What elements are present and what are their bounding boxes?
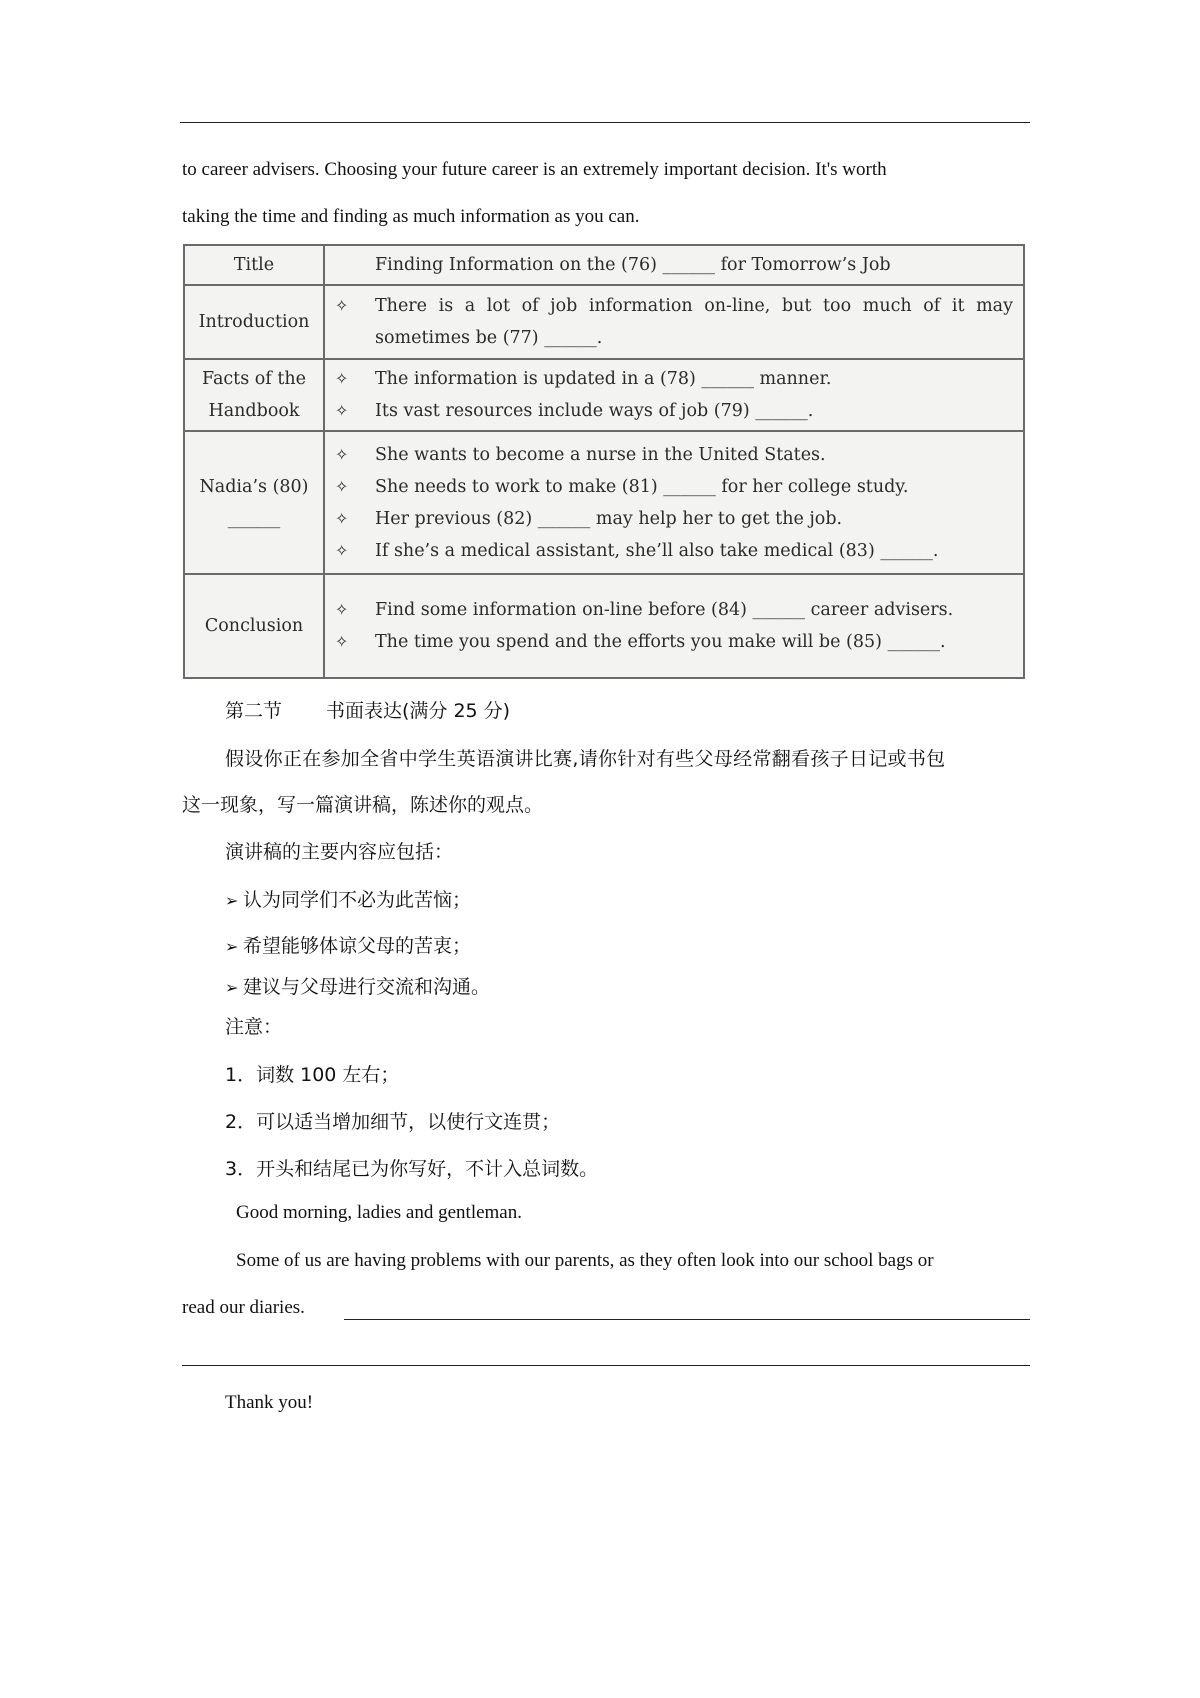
content-point bbox=[225, 972, 490, 999]
point-text: 建议与父母进行交流和沟通。 bbox=[243, 976, 491, 998]
note-item: 1．词数 100 左右； bbox=[225, 1064, 400, 1086]
row-label: Conclusion bbox=[184, 574, 324, 678]
speech-closing: Thank you! bbox=[225, 1392, 314, 1413]
row-content bbox=[324, 359, 1024, 431]
table-row-introduction bbox=[184, 285, 1024, 359]
row-label: Nadia’s (80) ______ bbox=[184, 431, 324, 574]
task-description-line: 这一现象，写一篇演讲稿，陈述你的观点。 bbox=[182, 794, 544, 816]
diamond-bullet-icon: ✧ bbox=[335, 540, 349, 560]
row-label: Facts of the Handbook bbox=[184, 359, 324, 431]
info-table-container bbox=[183, 244, 1025, 677]
bullet-text: She wants to become a nurse in the United States. bbox=[375, 444, 826, 465]
row-content bbox=[324, 574, 1024, 678]
bullet-text: The time you spend and the efforts you make will be (85) ______. bbox=[375, 632, 946, 652]
speech-greeting: Good morning, ladies and gentleman. bbox=[236, 1202, 522, 1223]
row-label: Title bbox=[184, 245, 324, 285]
table-row-facts bbox=[184, 359, 1024, 431]
passage-continuation bbox=[182, 146, 1028, 240]
diamond-bullet-icon: ✧ bbox=[335, 444, 349, 464]
table-row-title bbox=[184, 245, 1024, 285]
notes-title: 注意： bbox=[225, 1016, 283, 1038]
speech-opening-continued: read our diaries. bbox=[182, 1297, 305, 1318]
table-row-nadia bbox=[184, 431, 1024, 574]
section-number: 第二节 bbox=[225, 700, 283, 722]
row-content bbox=[324, 431, 1024, 574]
answer-line[interactable] bbox=[344, 1319, 1030, 1320]
diamond-bullet-icon: ✧ bbox=[335, 632, 349, 651]
diamond-bullet-icon: ✧ bbox=[335, 600, 349, 619]
arrow-bullet-icon: ➢ bbox=[225, 891, 239, 910]
note-item: 3．开头和结尾已为你写好，不计入总词数。 bbox=[225, 1158, 599, 1180]
row-label: Introduction bbox=[184, 285, 324, 359]
bullet-text: She needs to work to make (81) ______ for her college study. bbox=[375, 476, 909, 497]
answer-line[interactable] bbox=[182, 1365, 1030, 1366]
row-content bbox=[324, 245, 1024, 285]
points-intro: 演讲稿的主要内容应包括： bbox=[225, 841, 454, 863]
section-heading bbox=[225, 696, 510, 723]
table-row-conclusion bbox=[184, 574, 1024, 678]
point-text: 认为同学们不必为此苦恼； bbox=[243, 889, 472, 911]
bullet-text: Find some information on-line before (84) ______ career advisers. bbox=[375, 600, 954, 620]
bullet-text: There is a lot of job information on-line, but too much of it may sometimes be (77) ______. bbox=[375, 296, 1013, 348]
diamond-bullet-icon: ✧ bbox=[335, 369, 349, 388]
note-item: 2．可以适当增加细节，以使行文连贯； bbox=[225, 1111, 561, 1133]
arrow-bullet-icon: ➢ bbox=[225, 937, 239, 956]
bullet-text: Her previous (82) ______ may help her to get the job. bbox=[375, 508, 843, 529]
bullet-text: The information is updated in a (78) ______ manner. bbox=[375, 369, 832, 389]
content-point bbox=[225, 885, 471, 912]
diamond-bullet-icon: ✧ bbox=[335, 508, 349, 528]
bullet-text: Its vast resources include ways of job (79) ______. bbox=[375, 401, 814, 421]
passage-line: taking the time and finding as much information as you can. bbox=[182, 206, 640, 227]
row-content bbox=[324, 285, 1024, 359]
diamond-bullet-icon: ✧ bbox=[335, 401, 349, 420]
diamond-bullet-icon: ✧ bbox=[335, 476, 349, 496]
arrow-bullet-icon: ➢ bbox=[225, 978, 239, 997]
passage-line: to career advisers. Choosing your future career is an extremely important decision. It's worth bbox=[182, 159, 887, 180]
task-description-line: 假设你正在参加全省中学生英语演讲比赛,请你针对有些父母经常翻看孩子日记或书包 bbox=[225, 748, 946, 770]
section-title: 书面表达(满分 25 分) bbox=[326, 700, 511, 722]
diamond-bullet-icon: ✧ bbox=[335, 296, 349, 315]
speech-opening: Some of us are having problems with our parents, as they often look into our school bags or bbox=[236, 1250, 934, 1271]
info-table bbox=[183, 244, 1025, 679]
title-text: Finding Information on the (76) ______ for Tomorrow’s Job bbox=[375, 255, 891, 275]
bullet-text: If she’s a medical assistant, she’ll also take medical (83) ______. bbox=[375, 540, 939, 561]
content-point bbox=[225, 931, 471, 958]
point-text: 希望能够体谅父母的苦衷； bbox=[243, 935, 472, 957]
header-rule bbox=[180, 122, 1030, 123]
